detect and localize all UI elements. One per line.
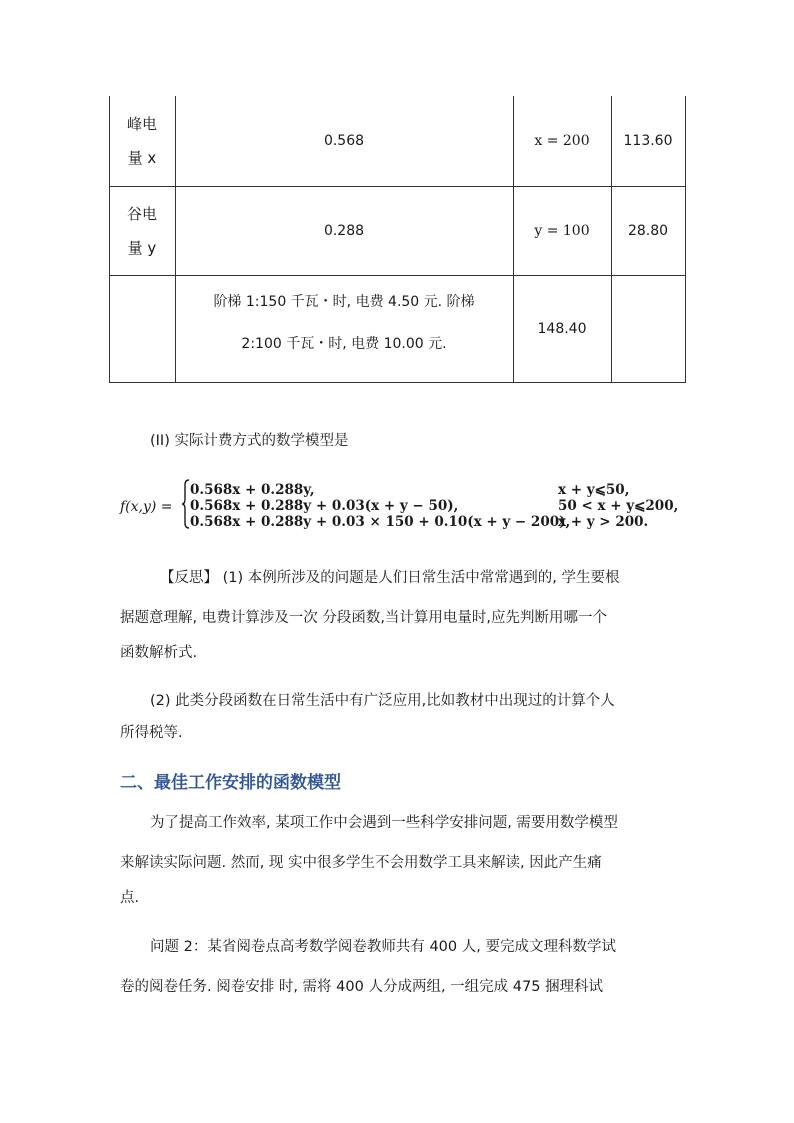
electricity-table: [109, 96, 686, 383]
formula-case-1-cond: x + y⩽50,: [558, 482, 630, 498]
reflection-line-4: (2) 此类分段函数在日常生活中有广泛应用,比如教材中出现过的计算个人: [150, 693, 615, 709]
valley-price: 0.288: [323, 222, 365, 239]
section-heading: 二、最佳工作安排的函数模型: [120, 773, 341, 793]
formula-case-3-expr: 0.568x + 0.288y + 0.03 × 150 + 0.10(x + y − 200),: [190, 514, 571, 530]
step-line-1: 阶梯 1:150 千瓦・时, 电费 4.50 元. 阶梯: [213, 294, 475, 310]
part2-title: (II) 实际计费方式的数学模型是: [150, 433, 349, 449]
formula-lhs: f(x,y) =: [120, 499, 173, 515]
formula-case-3-cond: x + y > 200.: [558, 514, 649, 530]
formula-case-1-expr: 0.568x + 0.288y,: [190, 482, 315, 498]
valley-cost: 28.80: [627, 222, 669, 239]
reflection-line-2: 据题意理解, 电费计算涉及一次 分段函数,当计算用电量时,应先判断用哪一个: [120, 610, 608, 626]
section2-p2-line1: 问题 2：某省阅卷点高考数学阅卷教师共有 400 人, 要完成文理科数学试: [150, 939, 616, 955]
reflection-line-5: 所得税等.: [120, 725, 183, 741]
step-total: 148.40: [537, 320, 587, 337]
peak-cost: 113.60: [623, 133, 673, 149]
reflection-line-1: 【反思】 (1) 本例所涉及的问题是人们日常生活中常常遇到的, 学生要根: [160, 570, 620, 586]
step-line-2: 2:100 千瓦・时, 电费 10.00 元.: [241, 336, 447, 352]
formula-brace: [181, 479, 190, 529]
peak-amount: x = 200: [534, 133, 590, 149]
section2-p1-line3: 点.: [120, 890, 140, 906]
peak-label-line2: 量 x: [127, 149, 157, 167]
valley-label-line2: 量 y: [127, 238, 157, 257]
valley-amount: y = 100: [534, 222, 590, 239]
table-row-label: [109, 96, 175, 186]
peak-price: 0.568: [323, 133, 365, 149]
formula-case-2-cond: 50 < x + y⩽200,: [558, 498, 679, 514]
valley-label-line1: 谷电: [126, 204, 157, 223]
section2-p1-line2: 来解读实际问题. 然而, 现 实中很多学生不会用数学工具来解读, 因此产生痛: [120, 855, 602, 871]
table-row-label: [109, 186, 175, 275]
section2-p2-line2: 卷的阅卷任务. 阅卷安排 时, 需将 400 人分成两组, 一组完成 475 捆理科试: [120, 979, 604, 995]
section2-p1-line1: 为了提高工作效率, 某项工作中会遇到一些科学安排问题, 需要用数学模型: [150, 815, 618, 831]
table-border-right: [685, 96, 686, 383]
peak-label-line1: 峰电: [126, 115, 157, 133]
table-border-bottom: [109, 382, 686, 383]
formula-case-2-expr: 0.568x + 0.288y + 0.03(x + y − 50),: [190, 498, 459, 514]
reflection-line-3: 函数解析式.: [120, 645, 198, 661]
